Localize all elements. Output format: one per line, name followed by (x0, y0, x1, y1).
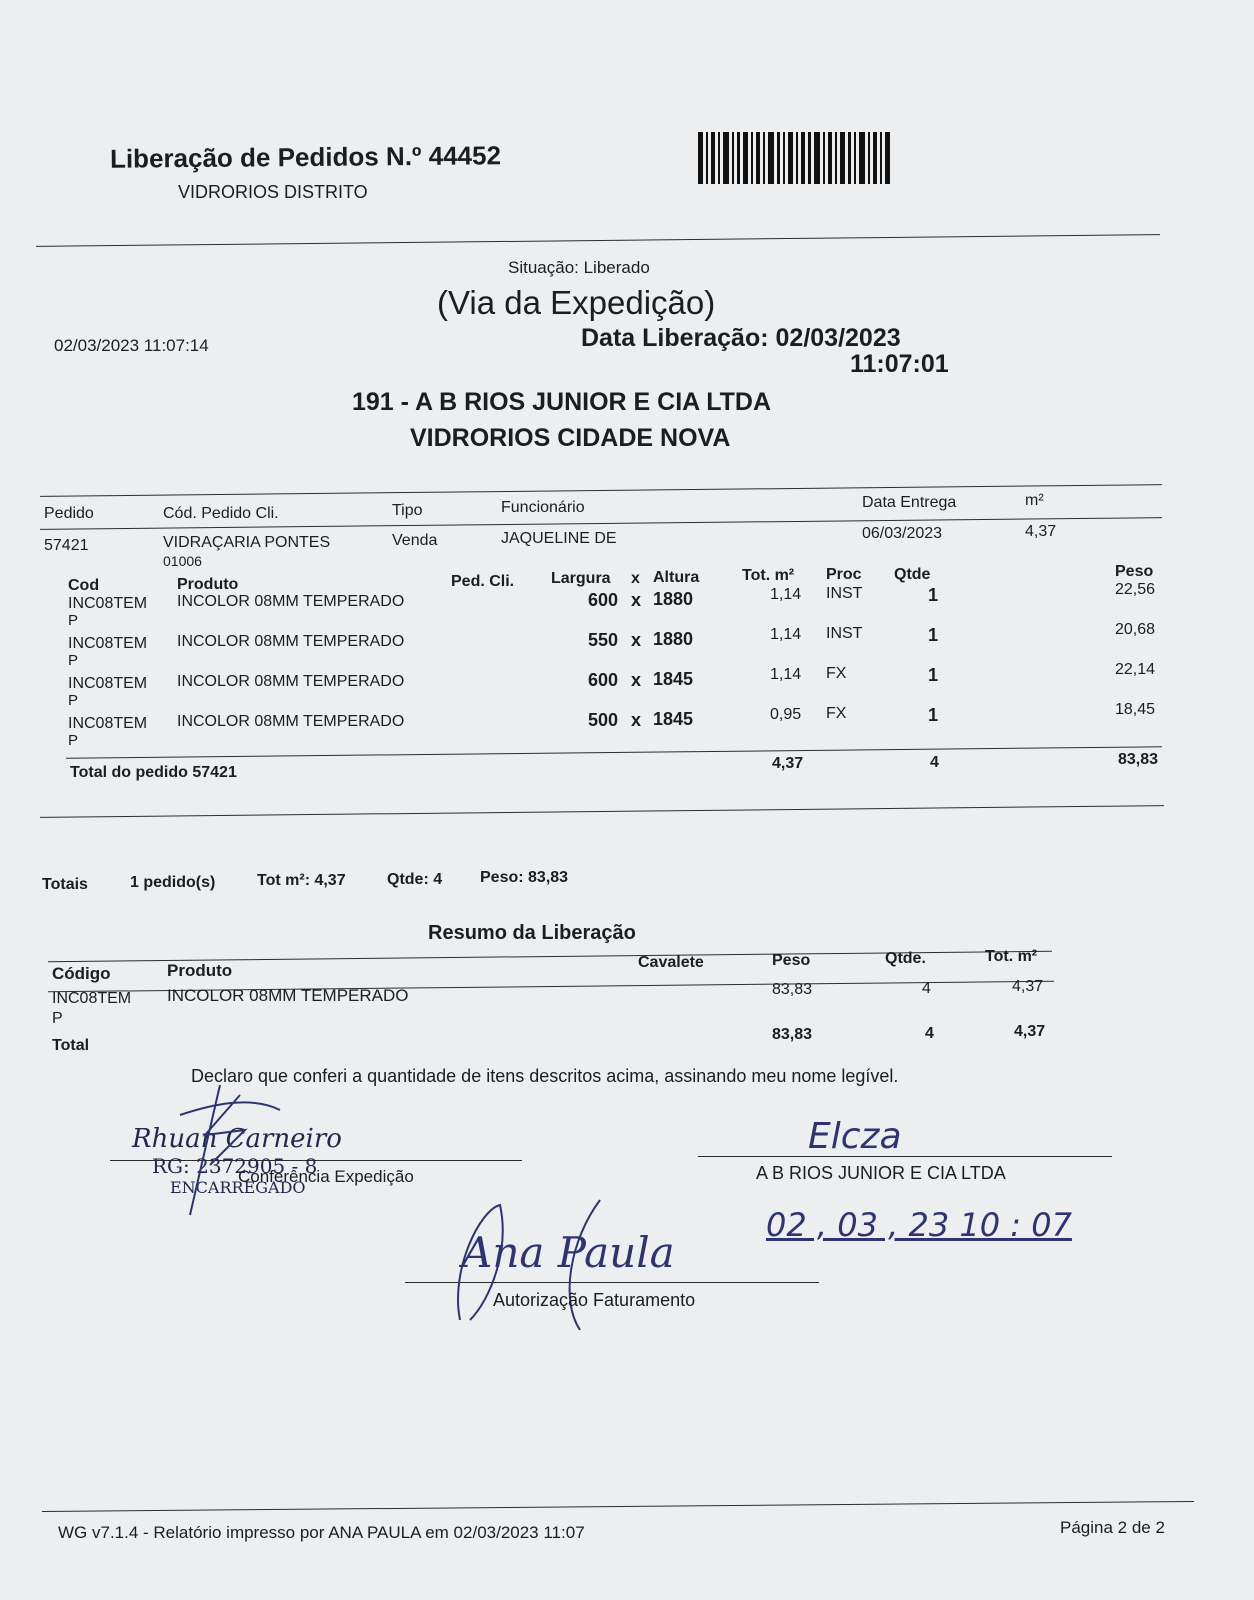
totals-peso: Peso: 83,83 (480, 869, 569, 886)
item-qtde: 1 (928, 665, 939, 685)
right-signature-caption: A B RIOS JUNIOR E CIA LTDA (756, 1163, 1006, 1183)
item-qtde: 1 (928, 705, 939, 725)
company-name: VIDRORIOS DISTRITO (178, 182, 368, 202)
summary-row-tot-m2: 4,37 (1012, 978, 1044, 995)
client-store: VIDRORIOS CIDADE NOVA (410, 424, 731, 452)
items-col-tot-m2: Tot. m² (742, 567, 795, 584)
release-date: Data Liberação: 02/03/2023 (581, 324, 901, 352)
order-number: 57421 (44, 537, 89, 554)
items-col-largura: Largura (551, 570, 611, 587)
item-produto: INCOLOR 08MM TEMPERADO (177, 633, 405, 650)
item-produto: INCOLOR 08MM TEMPERADO (177, 673, 405, 690)
item-largura: 550 (588, 630, 619, 650)
summary-col-codigo: Código (52, 964, 111, 983)
order-total-label: Total do pedido 57421 (70, 764, 237, 781)
left-signature-caption: Conferência Expedição (238, 1167, 414, 1186)
col-funcionario: Funcionário (501, 499, 585, 516)
totals-label: Totais (42, 876, 88, 893)
summary-total-tot-m2: 4,37 (1014, 1023, 1046, 1040)
left-signature-scribble (150, 1075, 350, 1225)
stamp-name: Rhuan Carneiro (132, 1124, 342, 1154)
summary-total-qtde: 4 (925, 1025, 934, 1042)
right-signature-line (698, 1156, 1112, 1157)
item-x: x (631, 590, 642, 610)
summary-col-tot-m2: Tot. m² (985, 948, 1038, 965)
items-bottom-divider (40, 805, 1164, 818)
client-name: 191 - A B RIOS JUNIOR E CIA LTDA (352, 388, 772, 416)
copy-label: (Via da Expedição) (437, 284, 716, 321)
header-divider (36, 234, 1160, 247)
item-altura: 1845 (653, 669, 694, 689)
summary-col-qtde: Qtde. (885, 950, 926, 967)
order-client-code-2: 01006 (163, 553, 202, 569)
summary-row-codigo-2: P (52, 1010, 63, 1027)
bottom-signature-caption: Autorização Faturamento (493, 1290, 696, 1310)
item-cod: INC08TEM (68, 675, 148, 692)
situation-label: Situação: Liberado (508, 258, 650, 277)
items-col-ped-cli: Ped. Cli. (451, 573, 515, 590)
item-altura: 1880 (653, 629, 694, 649)
item-cod-suffix: P (68, 692, 79, 709)
item-cod: INC08TEM (68, 635, 148, 652)
order-delivery-date: 06/03/2023 (862, 525, 943, 542)
item-cod-suffix: P (68, 612, 79, 629)
summary-col-cavalete: Cavalete (638, 954, 704, 971)
order-employee: JAQUELINE DE (501, 530, 617, 547)
footer-printed-by: WG v7.1.4 - Relatório impresso por ANA PAULA em 02/03/2023 11:07 (58, 1523, 585, 1542)
totals-pedidos: 1 pedido(s) (130, 874, 216, 891)
printed-timestamp: 02/03/2023 11:07:14 (54, 336, 209, 355)
item-proc: FX (826, 705, 847, 722)
item-qtde: 1 (928, 625, 939, 645)
footer-page-number: Página 2 de 2 (1060, 1518, 1165, 1537)
item-x: x (631, 710, 642, 730)
summary-total-label: Total (52, 1037, 90, 1054)
item-peso: 18,45 (1115, 701, 1156, 718)
summary-col-peso: Peso (772, 952, 811, 969)
item-altura: 1845 (653, 709, 694, 729)
item-x: x (631, 630, 642, 650)
item-tot-m2: 1,14 (770, 586, 802, 603)
items-col-produto: Produto (177, 576, 239, 593)
order-total-peso: 83,83 (1118, 751, 1159, 768)
summary-row-qtde: 4 (922, 980, 931, 997)
item-cod: INC08TEM (68, 715, 148, 732)
item-altura: 1880 (653, 589, 694, 609)
summary-col-produto: Produto (167, 961, 233, 980)
item-produto: INCOLOR 08MM TEMPERADO (177, 713, 405, 730)
item-proc: INST (826, 625, 863, 642)
items-col-cod: Cod (68, 577, 100, 594)
col-m2: m² (1025, 492, 1044, 509)
items-col-peso: Peso (1115, 563, 1154, 580)
col-tipo: Tipo (392, 502, 423, 519)
items-col-proc: Proc (826, 566, 862, 583)
item-cod: INC08TEM (68, 595, 148, 612)
item-largura: 600 (588, 590, 619, 610)
items-total-divider (66, 746, 1162, 758)
item-tot-m2: 1,14 (770, 626, 802, 643)
item-qtde: 1 (928, 585, 939, 605)
summary-row-codigo: INC08TEM (52, 990, 132, 1007)
bottom-signature-scribble (440, 1190, 700, 1340)
col-pedido: Pedido (44, 505, 94, 522)
order-top-divider (40, 484, 1162, 497)
summary-row-peso: 83,83 (772, 981, 813, 998)
declaration-text: Declaro que conferi a quantidade de itens descritos acima, assinando meu nome legível. (191, 1066, 899, 1086)
right-signature: Elcza (808, 1116, 902, 1157)
item-proc: FX (826, 665, 847, 682)
col-data-entrega: Data Entrega (862, 494, 957, 511)
summary-row-produto: INCOLOR 08MM TEMPERADO (167, 986, 409, 1005)
col-cod-pedido-cli: Cód. Pedido Cli. (163, 505, 279, 522)
item-largura: 600 (588, 670, 619, 690)
footer-divider (42, 1501, 1194, 1512)
totals-m2: Tot m²: 4,37 (257, 872, 346, 889)
release-time: 11:07:01 (850, 350, 949, 378)
bottom-signature: Ana Paula (462, 1228, 675, 1277)
order-total-m2: 4,37 (772, 755, 804, 772)
summary-title: Resumo da Liberação (428, 922, 636, 944)
totals-qtde: Qtde: 4 (387, 871, 443, 888)
stamp-role: ENCARREGADO (170, 1178, 306, 1197)
items-col-altura: Altura (653, 569, 700, 586)
order-total-qtde: 4 (930, 754, 939, 771)
item-peso: 22,56 (1115, 581, 1156, 598)
item-proc: INST (826, 585, 863, 602)
item-tot-m2: 1,14 (770, 666, 802, 683)
item-cod-suffix: P (68, 652, 79, 669)
order-m2: 4,37 (1025, 523, 1057, 540)
items-col-x: x (631, 570, 640, 587)
item-tot-m2: 0,95 (770, 706, 802, 723)
items-col-qtde: Qtde (894, 566, 931, 583)
item-produto: INCOLOR 08MM TEMPERADO (177, 593, 405, 610)
item-x: x (631, 670, 642, 690)
order-type: Venda (392, 532, 438, 549)
stamp-rg: RG: 2372905 - 8 (152, 1154, 318, 1178)
item-peso: 22,14 (1115, 661, 1156, 678)
summary-total-peso: 83,83 (772, 1026, 813, 1043)
item-peso: 20,68 (1115, 621, 1156, 638)
item-largura: 500 (588, 710, 619, 730)
handwritten-date: 02 , 03 , 23 10 : 07 (766, 1206, 1072, 1244)
order-client-code: VIDRAÇARIA PONTES (163, 534, 331, 551)
page-title: Liberação de Pedidos N.º 44452 (109, 140, 502, 174)
barcode (698, 132, 896, 188)
item-cod-suffix: P (68, 732, 79, 749)
